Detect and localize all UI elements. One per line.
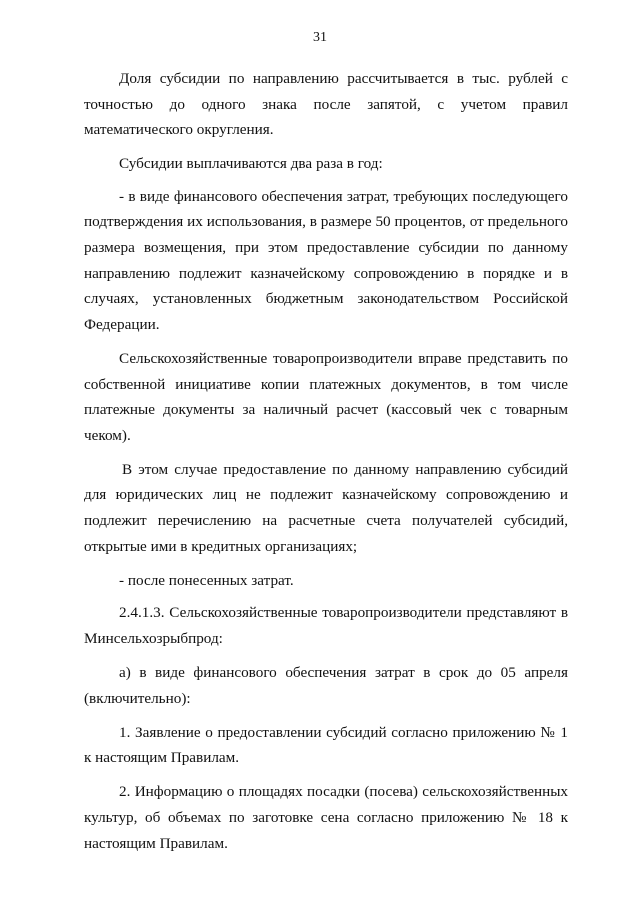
paragraph-payment-documents: Сельскохозяйственные товаропроизводители вправе представить по собственной инициативе копии платежных документов, в том числе платежные документы за наличный расчет (кассовый чек с товарным чеком). xyxy=(84,349,568,444)
paragraph-section-2-4-1-3: 2.4.1.3. Сельскохозяйственные товаропроизводители представляют в Минсельхозрыбпрод: xyxy=(84,604,568,647)
page-number: 31 xyxy=(313,30,327,45)
paragraph-payment-schedule: Субсидии выплачиваются два раза в год: xyxy=(119,155,383,173)
paragraph-subsidy-share: Доля субсидии по направлению рассчитывается в тыс. рублей с точностью до одного знака после запятой, с учетом правил математического округления. xyxy=(84,70,568,139)
document-body xyxy=(84,66,568,865)
paragraph-treasury-exemption: В этом случае предоставление по данному направлению субсидий для юридических лиц не подлежит казначейскому сопровождению и подлежит перечислению на расчетные счета получателей субсидий, открытые ими в кредитных организациях; xyxy=(84,460,568,555)
paragraph-item-2: 2. Информацию о площадях посадки (посева) сельскохозяйственных культур, об объемах по заготовке сена согласно приложению № 18 к настоящим Правилам. xyxy=(84,783,568,852)
paragraph-item-a: а) в виде финансового обеспечения затрат в срок до 05 апреля (включительно): xyxy=(84,663,568,707)
paragraph-financial-support: - в виде финансового обеспечения затрат, требующих последующего подтверждения их использования, в размере 50 процентов, от предельного размера возмещения, при этом предоставление субсидии по данному направлению подлежит казначейскому сопровождению в порядке и в случаях, установленных бюджетным законодательством Российской Федерации. xyxy=(84,187,568,333)
paragraph-item-1: 1. Заявление о предоставлении субсидий согласно приложению № 1 к настоящим Правилам. xyxy=(84,723,568,767)
paragraph-after-costs: - после понесенных затрат. xyxy=(119,571,294,589)
